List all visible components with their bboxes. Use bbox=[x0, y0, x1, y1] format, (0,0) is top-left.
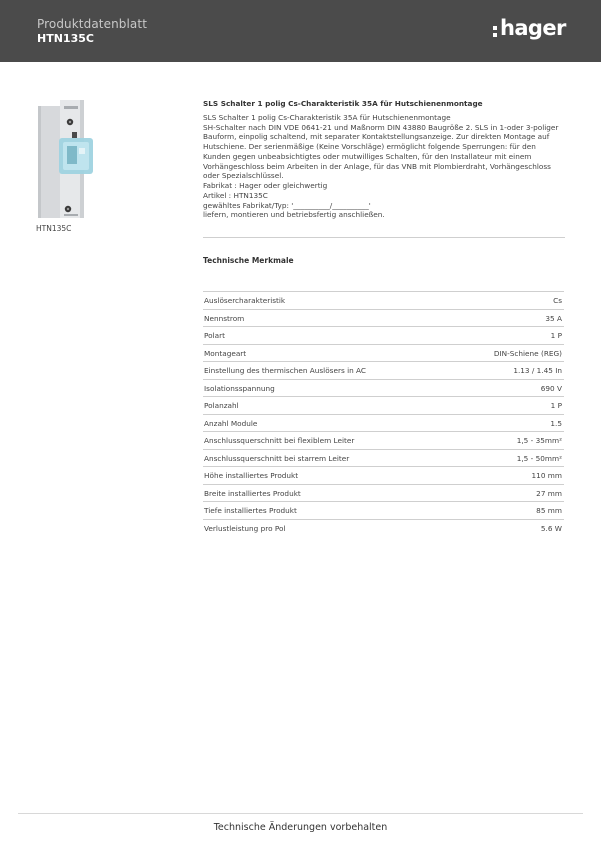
table-row bbox=[203, 415, 564, 433]
chosen-type-line: gewähltes Fabrikat/Typ: '__________/__________' bbox=[203, 200, 371, 210]
row-value: 1.5 bbox=[550, 418, 562, 428]
tech-heading: Technische Merkmale bbox=[203, 256, 294, 265]
table-row bbox=[203, 450, 564, 468]
table-row bbox=[203, 520, 564, 537]
document-type: Produktdatenblatt bbox=[37, 17, 147, 31]
row-label: Polanzahl bbox=[204, 401, 239, 410]
row-label: Verlustleistung pro Pol bbox=[204, 523, 286, 533]
row-label: Polart bbox=[204, 331, 225, 340]
table-row bbox=[203, 432, 564, 450]
row-label: Einstellung des thermischen Auslösers in AC bbox=[204, 366, 367, 375]
product-code: HTN135C bbox=[37, 32, 94, 45]
table-row bbox=[203, 292, 564, 310]
description-body: SH-Schalter nach DIN VDE 0641-21 und Maßnorm DIN 43880 Baugröße 2. SLS in 1-oder 3-poliger Bauform, einpolig schaltend, mit separater Kontaktstellungsanzeige. Zur direkten Montage auf Hutschiene. Der serienmäßige (Keine Vorschläge) ermöglicht folgende Sperrungen: für den Kunden gegen unbeabsichtigtes oder mutwilliges Schalten, für den Installateur mit einem Vorhängeschloss beim Arbeiten in der Anlage, für das VNB mit Plombierdraht, Vorhängeschloss oder Spezialschlüssel. bbox=[203, 122, 559, 181]
description-subtitle: SLS Schalter 1 polig Cs-Charakteristik 35A für Hutschienenmontage bbox=[203, 112, 451, 122]
row-label: Isolationsspannung bbox=[204, 383, 275, 393]
row-label: Tiefe installiertes Produkt bbox=[204, 506, 297, 515]
tech-table bbox=[203, 291, 564, 536]
footer-divider bbox=[18, 813, 583, 814]
article-line: Artikel : HTN135C bbox=[203, 190, 268, 200]
product-description bbox=[203, 99, 565, 220]
row-label: Höhe installiertes Produkt bbox=[204, 471, 299, 480]
row-value: 1,5 - 50mm² bbox=[516, 453, 562, 463]
manufacturer-line: Fabrikat : Hager oder gleichwertig bbox=[203, 181, 328, 190]
row-value: 85 mm bbox=[536, 506, 562, 515]
install-note: liefern, montieren und betriebsfertig anschließen. bbox=[203, 210, 385, 220]
row-value: 1 P bbox=[550, 401, 562, 410]
row-label: Auslösercharakteristik bbox=[204, 296, 286, 305]
row-value: 35 A bbox=[545, 313, 562, 323]
row-value: 1 P bbox=[550, 331, 562, 340]
table-row bbox=[203, 362, 564, 380]
row-value: 1,5 - 35mm² bbox=[516, 436, 562, 445]
row-value: Cs bbox=[553, 296, 562, 305]
row-value: 1.13 / 1.45 In bbox=[513, 366, 562, 375]
table-row bbox=[203, 380, 564, 398]
row-value: 27 mm bbox=[536, 488, 562, 498]
logo-marks bbox=[493, 25, 498, 39]
row-value: 5.6 W bbox=[540, 523, 562, 533]
image-caption: HTN135C bbox=[36, 224, 72, 233]
logo-wordmark: hager bbox=[500, 16, 566, 40]
table-row bbox=[203, 485, 564, 503]
row-label: Breite installiertes Produkt bbox=[204, 488, 301, 498]
row-value: DIN-Schiene (REG) bbox=[493, 348, 562, 358]
description-title: SLS Schalter 1 polig Cs-Charakteristik 35A für Hutschienenmontage bbox=[203, 99, 483, 108]
table-row bbox=[203, 327, 564, 345]
row-label: Anzahl Module bbox=[204, 418, 258, 428]
product-image bbox=[36, 98, 96, 218]
table-row bbox=[203, 345, 564, 363]
table-row bbox=[203, 310, 564, 328]
row-value: 110 mm bbox=[531, 471, 562, 480]
section-divider bbox=[203, 237, 565, 238]
footer-note: Technische Änderungen vorbehalten bbox=[213, 822, 388, 833]
row-label: Anschlussquerschnitt bei starrem Leiter bbox=[204, 453, 350, 463]
table-row bbox=[203, 397, 564, 415]
table-row bbox=[203, 467, 564, 485]
header-bar bbox=[0, 0, 601, 62]
row-label: Nennstrom bbox=[204, 313, 245, 323]
table-row bbox=[203, 502, 564, 520]
row-label: Anschlussquerschnitt bei flexiblem Leiter bbox=[204, 436, 355, 445]
row-label: Montageart bbox=[204, 348, 247, 358]
row-value: 690 V bbox=[540, 383, 562, 393]
